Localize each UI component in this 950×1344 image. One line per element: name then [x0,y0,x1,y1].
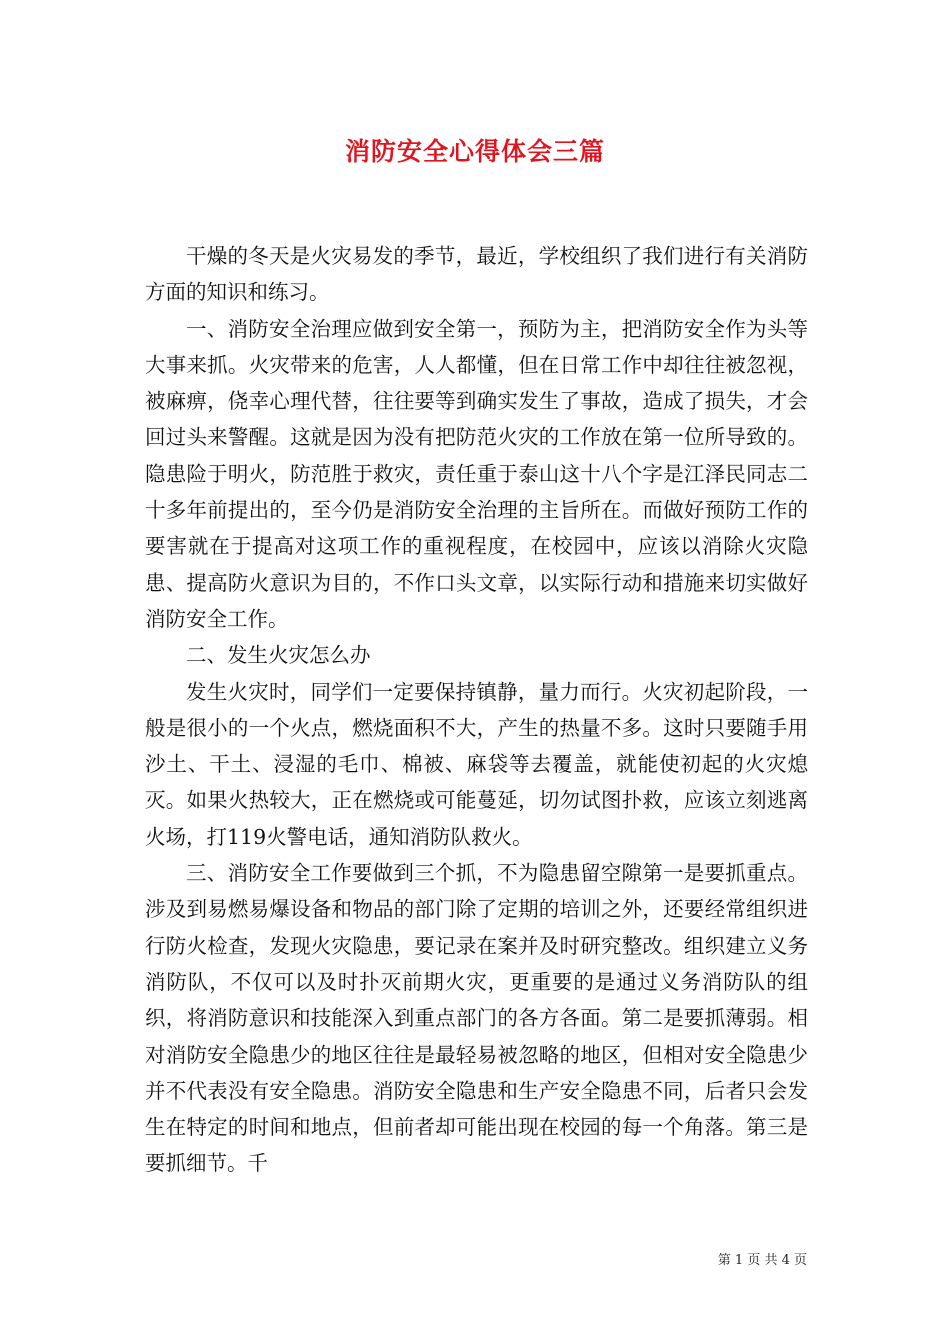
document-body [145,238,808,1182]
document-title: 消防安全心得体会三篇 [344,137,605,166]
page-number-footer: 第 1 页 共 4 页 [717,1253,807,1268]
paragraph-section-one: 一、消防安全治理应做到安全第一，预防为主，把消防安全作为头等大事来抓。火灾带来的危害，人人都懂，但在日常工作中却往往被忽视，被麻痹，侥幸心理代替，往往要等到确实发生了事故，造成了损失，才会回过头来警醒。这就是因为没有把防范火灾的工作放在第一位所导致的。隐患险于明火，防范胜于救灾，责任重于泰山这十八个字是江泽民同志二十多年前提出的，至今仍是消防安全治理的主旨所在。而做好预防工作的要害就在于提高对这项工作的重视程度，在校园中，应该以消除火灾隐患、提高防火意识为目的，不作口头文章，以实际行动和措施来切实做好消防安全工作。 [145,316,808,631]
paragraph-section-two-heading: 二、发生火灾怎么办 [186,643,371,668]
paragraph-section-three: 三、消防安全工作要做到三个抓，不为隐患留空隙第一是要抓重点。涉及到易燃易爆设备和物品的部门除了定期的培训之外，还要经常组织进行防火检查，发现火灾隐患，要记录在案并及时研究整改。组织建立义务消防队，不仅可以及时扑灭前期火灾，更重要的是通过义务消防队的组织，将消防意识和技能深入到重点部门的各方各面。第二是要抓薄弱。相对消防安全隐患少的地区往往是最轻易被忽略的地区，但相对安全隐患少并不代表没有安全隐患。消防安全隐患和生产安全隐患不同，后者只会发生在特定的时间和地点，但前者却可能出现在校园的每一个角落。第三是要抓细节。千 [145,861,808,1176]
paragraph-intro: 干燥的冬天是火灾易发的季节，最近，学校组织了我们进行有关消防方面的知识和练习。 [145,244,808,305]
paragraph-section-two-body: 发生火灾时，同学们一定要保持镇静，量力而行。火灾初起阶段，一般是很小的一个火点，燃烧面积不大，产生的热量不多。这时只要随手用沙土、干土、浸湿的毛巾、棉被、麻袋等去覆盖，就能使初起的火灾熄灭。如果火热较大，正在燃烧或可能蔓延，切勿试图扑救，应该立刻逃离火场，打119火警电话，通知消防队救火。 [145,679,808,849]
